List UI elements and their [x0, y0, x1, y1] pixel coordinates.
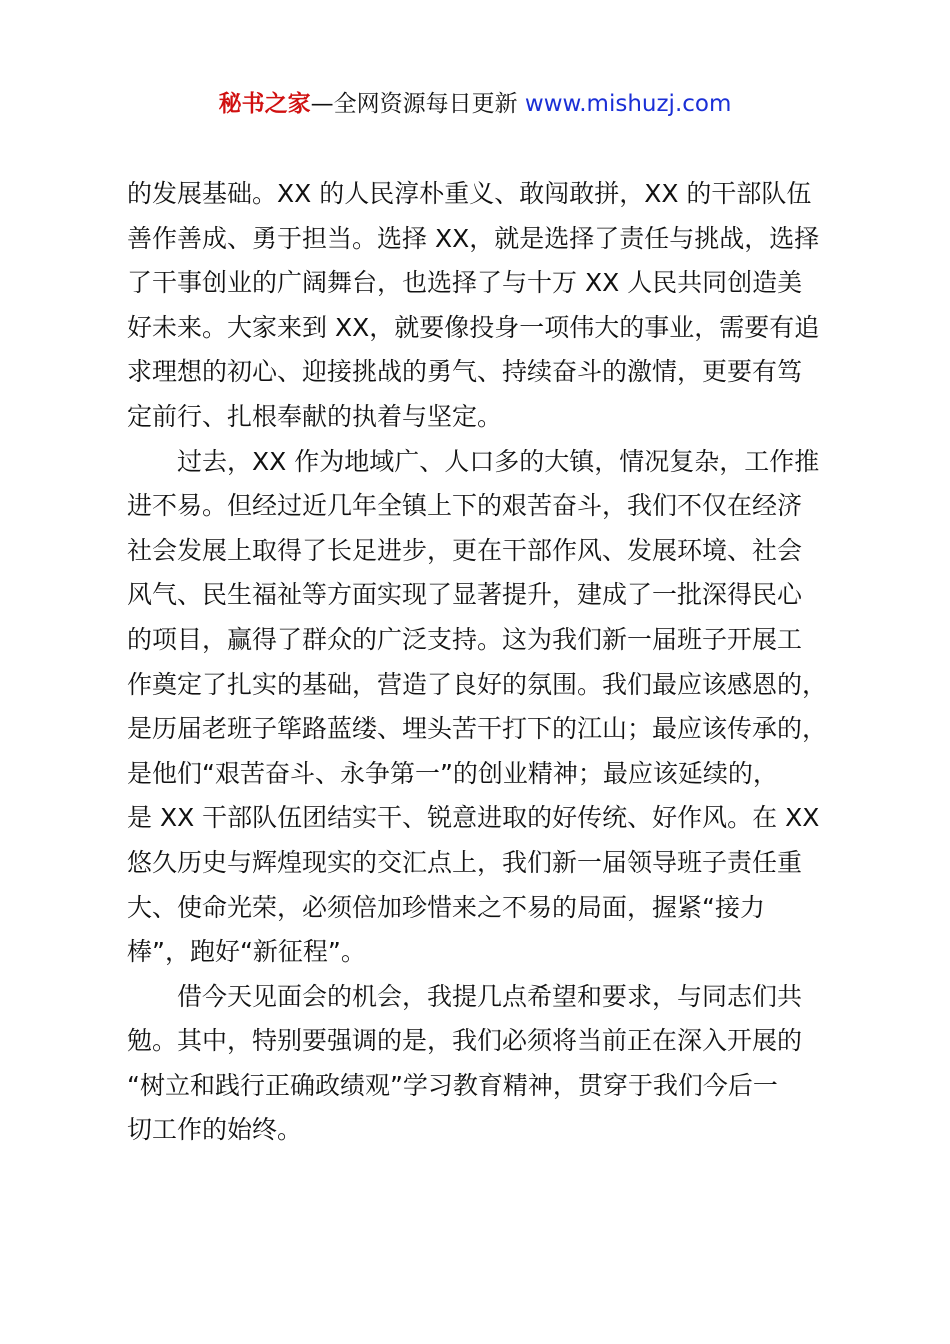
- text-line: 好未来。大家来到 XX，就要像投身一项伟大的事业，需要有追: [127, 312, 820, 342]
- text-line: 借今天见面会的机会，我提几点希望和要求，与同志们共: [127, 981, 803, 1011]
- site-header: [0, 88, 950, 120]
- text-line: 的项目，赢得了群众的广泛支持。这为我们新一届班子开展工: [127, 624, 803, 654]
- text-line: 勉。其中，特别要强调的是，我们必须将当前正在深入开展的: [127, 1026, 803, 1056]
- text-line: 大、使命光荣，必须倍加珍惜来之不易的局面，握紧“接力: [127, 892, 765, 922]
- text-line: 定前行、扎根奉献的执着与坚定。: [127, 401, 503, 431]
- text-line: 棒”，跑好“新征程”。: [127, 937, 366, 967]
- text-line: 悠久历史与辉煌现实的交汇点上，我们新一届领导班子责任重: [127, 847, 803, 877]
- text-line: 的发展基础。XX 的人民淳朴重义、敢闯敢拼，XX 的干部队伍: [127, 179, 812, 208]
- document-body: [127, 172, 857, 1153]
- text-line: 求理想的初心、迎接挑战的勇气、持续奋斗的激情，更要有笃: [127, 357, 803, 387]
- site-url-link[interactable]: www.mishuzj.com: [524, 91, 732, 117]
- text-line: 是 XX 干部队伍团结实干、锐意进取的好传统、好作风。在 XX: [127, 803, 820, 833]
- text-line: 切工作的始终。: [127, 1115, 303, 1145]
- text-line: 是他们“艰苦奋斗、永争第一”的创业精神；最应该延续的，: [127, 758, 778, 788]
- text-line: 作奠定了扎实的基础，营造了良好的氛围。我们最应该感恩的，: [127, 669, 828, 699]
- text-line: 了干事创业的广阔舞台，也选择了与十万 XX 人民共同创造美: [127, 268, 803, 298]
- text-line: 善作善成、勇于担当。选择 XX，就是选择了责任与挑战，选择: [127, 223, 820, 253]
- text-line: “树立和践行正确政绩观”学习教育精神，贯穿于我们今后一: [127, 1070, 778, 1100]
- text-line: 社会发展上取得了长足进步，更在干部作风、发展环境、社会: [127, 535, 803, 565]
- brand-name: 秘书之家: [218, 91, 311, 117]
- text-line: 进不易。但经过近几年全镇上下的艰苦奋斗，我们不仅在经济: [127, 491, 803, 521]
- text-line: 是历届老班子筚路蓝缕、埋头苦干打下的江山；最应该传承的，: [127, 714, 828, 744]
- header-tagline: —全网资源每日更新: [310, 91, 525, 117]
- text-line: 过去，XX 作为地域广、人口多的大镇，情况复杂，工作推: [127, 446, 820, 476]
- text-line: 风气、民生福祉等方面实现了显著提升，建成了一批深得民心: [127, 580, 803, 610]
